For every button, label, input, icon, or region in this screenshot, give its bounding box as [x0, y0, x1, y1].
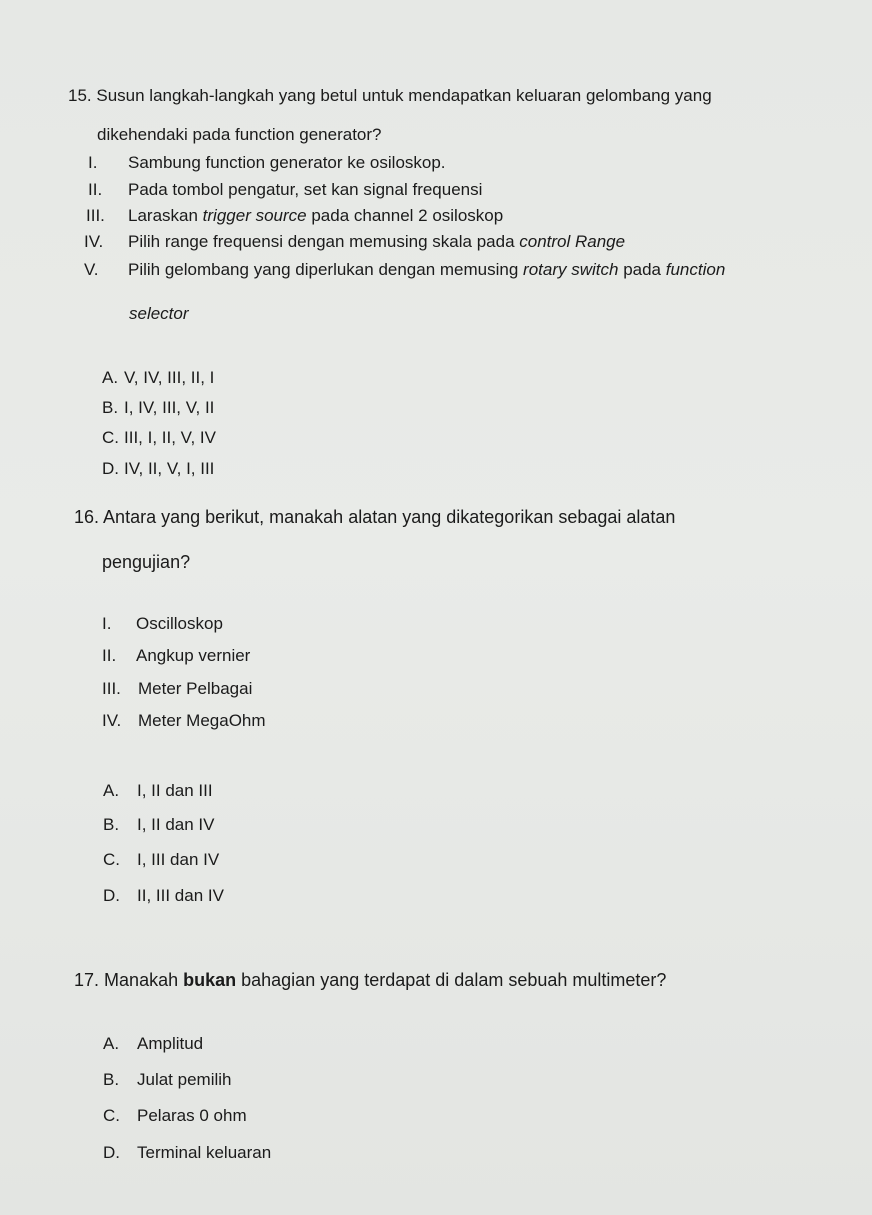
q16-stem-line1 — [74, 507, 675, 527]
q15-option-a — [102, 368, 214, 388]
q15-option-d-text: IV, II, V, I, III — [124, 459, 215, 478]
q16-option-c-letter: C. — [103, 850, 120, 869]
q15-stem-line2: dikehendaki pada function generator? — [97, 125, 382, 144]
q16-option-a-text: I, II dan III — [137, 781, 213, 800]
q15-step-2-text: Pada tombol pengatur, set kan signal frequensi — [128, 180, 483, 199]
q16-stem-line2: pengujian? — [102, 552, 191, 572]
q15-step-1 — [88, 153, 446, 173]
q15-step-5-line2: selector — [129, 304, 189, 323]
q16-option-b-letter: B. — [103, 815, 120, 834]
q16-item-2 — [102, 646, 250, 666]
q15-step-4-roman: IV. — [84, 232, 104, 251]
q15-step-1-roman: I. — [88, 153, 98, 172]
q15-option-c-letter: C. — [102, 428, 119, 447]
q16-option-d-letter: D. — [103, 886, 120, 905]
q15-step-4: IV. Pilih range frequensi dengan memusing skala pada control Range — [84, 232, 626, 251]
q17-option-d — [103, 1143, 271, 1163]
q17-option-c — [103, 1106, 247, 1126]
q15-option-b — [102, 398, 214, 418]
q16-option-d-text: II, III dan IV — [137, 886, 224, 905]
q16-option-a-letter: A. — [103, 781, 120, 800]
q17-option-b — [103, 1070, 232, 1090]
q17-option-a — [103, 1034, 203, 1054]
q15-option-b-letter: B. — [102, 398, 119, 417]
q16-item-2-text: Angkup vernier — [136, 646, 251, 665]
q16-item-4 — [102, 711, 266, 731]
q16-item-3-text: Meter Pelbagai — [138, 679, 253, 698]
q15-step-5: V. Pilih gelombang yang diperlukan dengan memusing rotary switch pada function — [84, 260, 726, 279]
q16-item-1-text: Oscilloskop — [136, 614, 223, 633]
q17-option-c-letter: C. — [103, 1106, 120, 1125]
q15-option-a-letter: A. — [102, 368, 119, 387]
q15-step-1-text: Sambung function generator ke osiloskop. — [128, 153, 446, 172]
q17-number: 17. — [74, 970, 100, 990]
q16-option-d — [103, 886, 224, 906]
q16-option-c-text: I, III dan IV — [137, 850, 220, 869]
q16-number: 16. — [74, 507, 100, 527]
q17-option-a-letter: A. — [103, 1034, 120, 1053]
q16-item-3-roman: III. — [102, 679, 121, 698]
q15-option-c-text: III, I, II, V, IV — [124, 428, 216, 447]
q16-text-line1: Antara yang berikut, manakah alatan yang dikategorikan sebagai alatan — [103, 507, 676, 527]
q15-option-c — [102, 428, 216, 448]
q16-item-1-roman: I. — [102, 614, 112, 633]
q15-number: 15. — [68, 86, 92, 105]
q16-option-b-text: I, II dan IV — [137, 815, 215, 834]
q16-item-2-roman: II. — [102, 646, 117, 665]
q15-step-2 — [88, 180, 482, 200]
q17-emphasis: bukan — [183, 970, 237, 990]
q17-option-c-text: Pelaras 0 ohm — [137, 1106, 247, 1125]
q17-option-a-text: Amplitud — [137, 1034, 204, 1053]
q15-option-d — [102, 459, 214, 479]
q17-option-b-letter: B. — [103, 1070, 120, 1089]
q15-step-3: III. Laraskan trigger source pada channel 2 osiloskop — [86, 206, 504, 225]
q17-option-d-text: Terminal keluaran — [137, 1143, 272, 1162]
q15-stem-line1 — [68, 86, 712, 106]
q16-option-c — [103, 850, 219, 870]
q16-item-3 — [102, 679, 252, 699]
q15-text-line1: Susun langkah-langkah yang betul untuk mendapatkan keluaran gelombang yang — [96, 86, 712, 105]
q16-option-b — [103, 815, 215, 835]
q15-step-3-roman: III. — [86, 206, 105, 225]
q16-item-4-text: Meter MegaOhm — [138, 711, 266, 730]
q16-item-4-roman: IV. — [102, 711, 122, 730]
q17-stem: 17. Manakah bukan bahagian yang terdapat di dalam sebuah multimeter? — [74, 970, 667, 990]
q17-option-b-text: Julat pemilih — [137, 1070, 232, 1089]
q16-item-1 — [102, 614, 223, 634]
q15-option-a-text: V, IV, III, II, I — [124, 368, 215, 387]
q15-step-2-roman: II. — [88, 180, 103, 199]
q17-option-d-letter: D. — [103, 1143, 120, 1162]
q15-option-d-letter: D. — [102, 459, 119, 478]
q15-step-5-roman: V. — [84, 260, 99, 279]
q15-option-b-text: I, IV, III, V, II — [124, 398, 215, 417]
q16-option-a — [103, 781, 213, 801]
